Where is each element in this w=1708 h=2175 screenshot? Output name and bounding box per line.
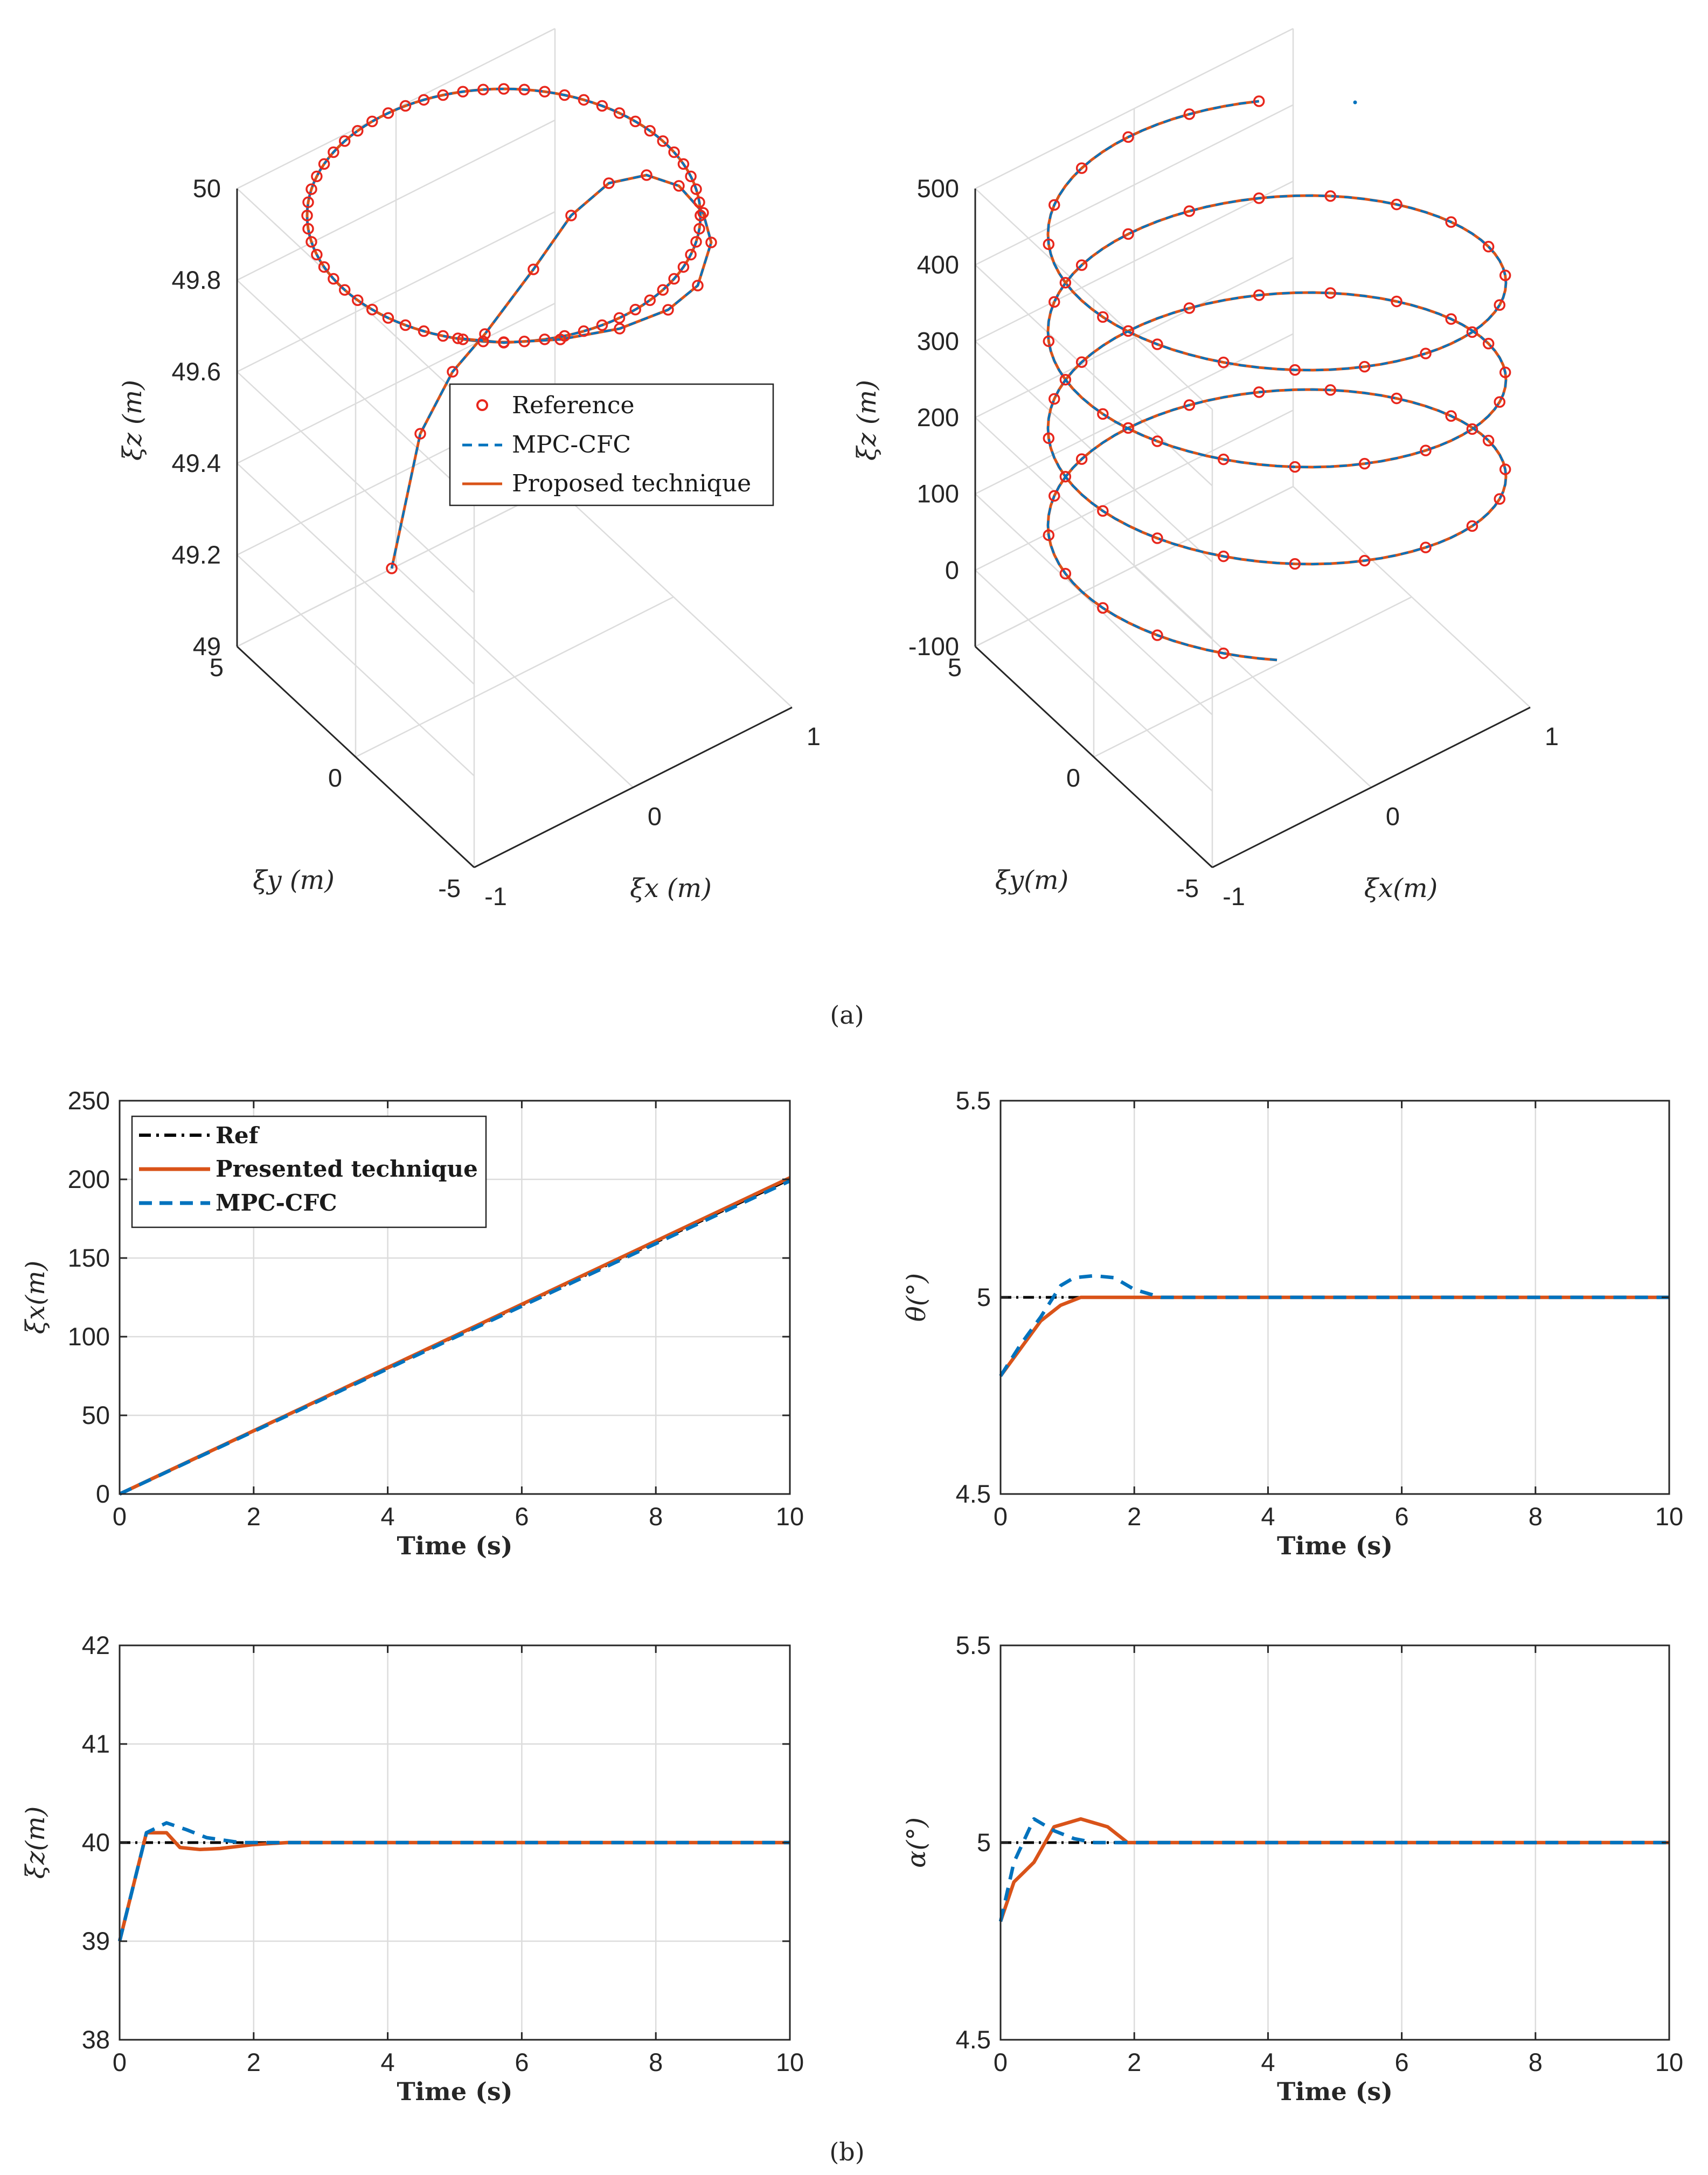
legend-label-presented: Presented technique — [216, 1156, 478, 1182]
x-tick-label: 1 — [806, 722, 821, 751]
z-tick-label: 500 — [917, 174, 959, 203]
x-tick-label: 2 — [246, 1502, 261, 1531]
y-tick-label: 42 — [81, 1631, 110, 1659]
x-tick-label: 4 — [380, 2048, 395, 2076]
xlabel-right: ξx(m) — [1364, 873, 1438, 904]
y-tick-label: 5 — [209, 653, 224, 682]
chart-b-top-right — [901, 1086, 1683, 1560]
x-tick-label: 2 — [246, 2048, 261, 2076]
trajectory-mpc-tail — [392, 175, 711, 568]
z-tick-label: 49.2 — [171, 540, 221, 569]
y-tick-label: -5 — [1176, 874, 1199, 902]
x-tick-label: 4 — [1261, 1502, 1275, 1531]
x-tick-label: 4 — [380, 1502, 395, 1531]
z-tick-label: 300 — [917, 326, 959, 356]
x-tick-label: -1 — [484, 882, 507, 911]
x-tick-label: 6 — [515, 2048, 529, 2076]
zlabel-right: ξz (m) — [852, 380, 882, 461]
x-tick-label: 6 — [1394, 2048, 1409, 2076]
gridline-floor-y — [1094, 597, 1412, 757]
y-tick-label: -5 — [438, 874, 461, 902]
y-tick-label: 0 — [328, 763, 342, 792]
x-tick-label: 0 — [112, 2048, 127, 2076]
y-tick-label: 0 — [95, 1479, 110, 1508]
ylabel-left: ξy (m) — [253, 865, 335, 895]
y-tick-label: 250 — [67, 1086, 110, 1115]
z-tick-label: 49 — [192, 632, 221, 661]
legend-label-mpc-b: MPC-CFC — [216, 1190, 337, 1216]
y-tick-label: 5 — [976, 1828, 991, 1857]
y-tick-label: 4.5 — [955, 1479, 991, 1508]
y-tick-label: 5.5 — [955, 1086, 991, 1115]
gridline-floor-y — [356, 597, 674, 757]
legend-label-reference: Reference — [512, 392, 635, 419]
z-tick-label: 200 — [917, 403, 959, 432]
x-tick-label: 0 — [993, 1502, 1008, 1531]
zlabel-left: ξz (m) — [117, 380, 148, 461]
z-tick-label: 50 — [192, 174, 221, 203]
x-tick-label: 8 — [649, 2048, 663, 2076]
z-tick-label: -100 — [908, 632, 959, 661]
x-tick-label: 8 — [1528, 1502, 1543, 1531]
x-tick-label: 10 — [1655, 2048, 1684, 2076]
chart-b-bottom-left — [20, 1631, 804, 2106]
y-tick-label: 5 — [947, 653, 962, 682]
chart-b-bottom-right — [901, 1631, 1683, 2106]
y-tick-label: 200 — [67, 1165, 110, 1193]
x-axis-line — [1212, 707, 1530, 867]
x-tick-label: 10 — [775, 2048, 804, 2076]
x-axis-label: Time (s) — [1276, 1531, 1393, 1560]
z-tick-label: 100 — [917, 479, 959, 508]
x-tick-label: 1 — [1544, 722, 1559, 751]
x-axis-label: Time (s) — [1276, 2077, 1393, 2106]
x-tick-label: 2 — [1127, 1502, 1142, 1531]
z-tick-label: 49.4 — [171, 449, 221, 477]
x-axis-label: Time (s) — [397, 1531, 513, 1560]
legend-label-mpc: MPC-CFC — [512, 431, 631, 458]
y-tick-label: 50 — [81, 1401, 110, 1429]
x-tick-label: 0 — [993, 2048, 1008, 2076]
x-tick-label: 6 — [515, 1502, 529, 1531]
plot-3d-left — [117, 29, 821, 911]
legend-label-proposed: Proposed technique — [512, 470, 752, 497]
y-tick-label: 39 — [81, 1927, 110, 1955]
legend-label-ref: Ref — [216, 1122, 259, 1149]
x-tick-label: 0 — [112, 1502, 127, 1531]
mpc-end-dot — [1353, 101, 1357, 105]
x-axis-line — [474, 707, 792, 867]
y-tick-label: 5 — [976, 1283, 991, 1311]
y-axis-label: α(°) — [901, 1817, 932, 1868]
x-tick-label: 10 — [775, 1502, 804, 1531]
x-tick-label: 6 — [1394, 1502, 1409, 1531]
x-tick-label: 10 — [1655, 1502, 1684, 1531]
y-tick-label: 40 — [81, 1828, 110, 1857]
y-tick-label: 38 — [81, 2025, 110, 2054]
z-tick-label: 49.8 — [171, 266, 221, 294]
plot-3d-right — [852, 29, 1559, 911]
z-tick-label: 400 — [917, 250, 959, 279]
helix-proposed — [1048, 101, 1506, 660]
x-tick-label: 4 — [1261, 2048, 1275, 2076]
xlabel-left: ξx (m) — [630, 873, 712, 904]
x-tick-label: 0 — [647, 802, 662, 831]
x-tick-label: 0 — [1385, 802, 1400, 831]
z-tick-label: 49.6 — [171, 357, 221, 386]
x-tick-label: -1 — [1223, 882, 1245, 911]
x-tick-label: 8 — [649, 1502, 663, 1531]
helix-mpc — [1048, 101, 1506, 660]
x-tick-label: 8 — [1528, 2048, 1543, 2076]
ylabel-right: ξy(m) — [995, 865, 1069, 895]
x-axis-label: Time (s) — [397, 2077, 513, 2106]
y-tick-label: 150 — [67, 1243, 110, 1272]
y-axis-label: θ(°) — [901, 1273, 932, 1322]
caption-a: (a) — [830, 1000, 864, 1030]
legend-b — [132, 1116, 486, 1227]
trajectory-proposed-tail — [392, 175, 711, 568]
y-tick-label: 5.5 — [955, 1631, 991, 1659]
y-tick-label: 4.5 — [955, 2025, 991, 2054]
y-tick-label: 100 — [67, 1322, 110, 1351]
y-axis-label: ξz(m) — [20, 1806, 51, 1879]
y-tick-label: 0 — [1066, 763, 1080, 792]
z-tick-label: 0 — [945, 555, 959, 585]
y-axis-label: ξx(m) — [20, 1260, 51, 1335]
caption-b: (b) — [829, 2137, 865, 2166]
legend-left — [450, 384, 773, 505]
y-tick-label: 41 — [81, 1729, 110, 1758]
x-tick-label: 2 — [1127, 2048, 1142, 2076]
